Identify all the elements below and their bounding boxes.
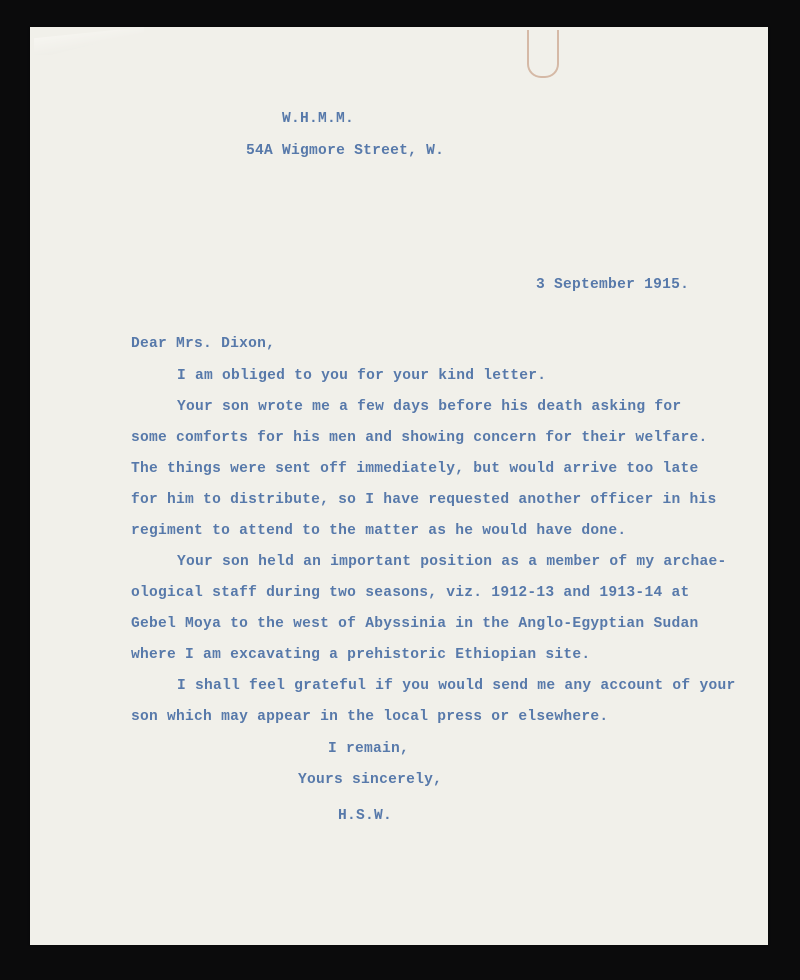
body-line: son which may appear in the local press or elsewhere. [131,709,609,725]
body-line: The things were sent off immediately, but would arrive too late [131,461,699,477]
body-line: Your son wrote me a few days before his death asking for [177,399,682,415]
body-line: regiment to attend to the matter as he would have done. [131,523,627,539]
letterhead-address: 54A Wigmore Street, W. [246,143,445,159]
signature-initials: H.S.W. [338,808,393,824]
body-line: where I am excavating a prehistoric Ethiopian site. [131,647,591,663]
body-line: I shall feel grateful if you would send me any account of your [177,678,736,694]
body-line: for him to distribute, so I have requested another officer in his [131,492,717,508]
closing-remain: I remain, [328,741,410,757]
letter-date: 3 September 1915. [536,277,690,293]
body-line: I am obliged to you for your kind letter. [177,368,547,384]
paperclip-mark [527,30,559,78]
body-line: Gebel Moya to the west of Abyssinia in the Anglo-Egyptian Sudan [131,616,699,632]
closing-sincerely: Yours sincerely, [298,772,443,788]
body-line: Your son held an important position as a member of my archae- [177,554,727,570]
salutation: Dear Mrs. Dixon, [131,336,276,352]
letter-paper [30,27,768,945]
body-line: some comforts for his men and showing concern for their welfare. [131,430,708,446]
letterhead-org: W.H.M.M. [282,111,355,127]
body-line: ological staff during two seasons, viz. 1912-13 and 1913-14 at [131,585,690,601]
